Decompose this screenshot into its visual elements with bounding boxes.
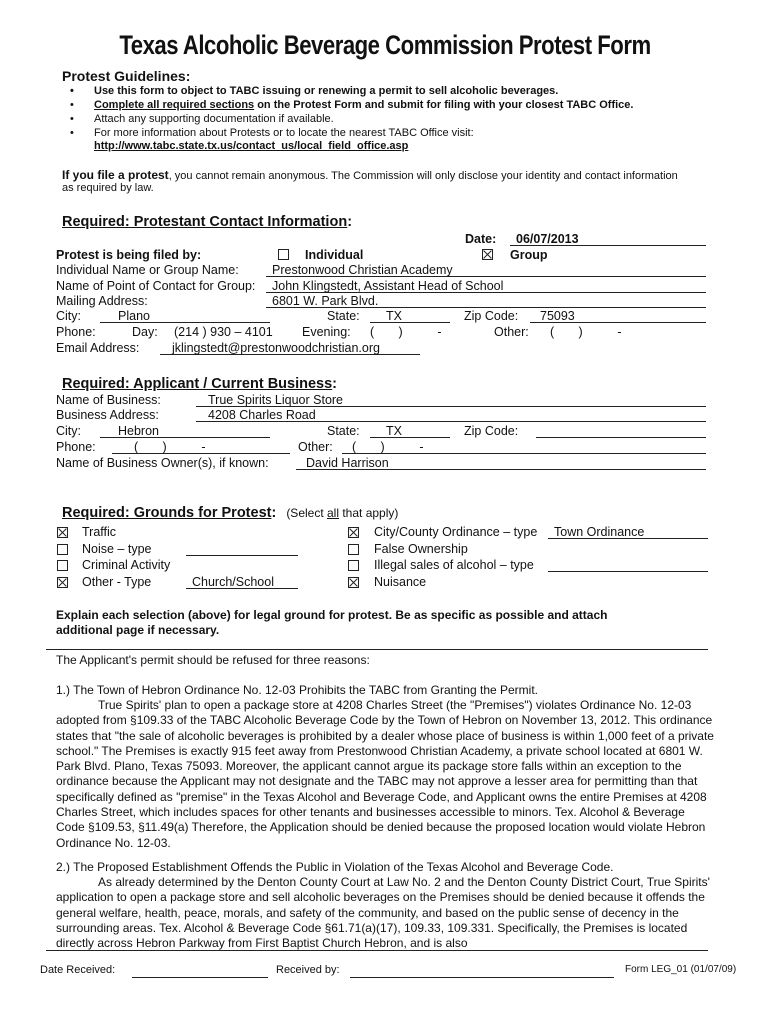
- city-field[interactable]: Plano: [100, 309, 270, 323]
- reason-1-body: True Spirits' plan to open a package store at 4208 Charles Street (the "Premises") violates Ordinance No. 12-03 adopted from §109.33 of the TABC Alcoholic Beverage Code by the Town of Hebron on November 13, 2012. This ordinance states that "the sale of alcoholic beverages is prohibited by a dealer whose place of business is within 1,000 feet of a private school." The Premises is exactly 915 feet away from Prestonwood Christian Academy, a private school located at 6801 W. Park Blvd. Plano, Texas 75093. Moreover, the applicant cannot argue its package store falls within an exception to the ordinance because the Applicant may not designate and the TABC may not approve a lesser area for permitting than that specifically defined as "premise" in the Texas Alcohol and Beverage Code, and Applicant owns the entire Premises at 4208 Charles Street, which includes spaces for other tenants and businesses accessible to minors. Tex. Alcohol & Beverage Code §109.53, §11.49(a) Therefore, the Application should be denied because the proposed location would violate Hebron Ordinance No. 12-03.: [56, 698, 714, 850]
- noise-checkbox[interactable]: [57, 542, 68, 556]
- received-by-field[interactable]: [350, 964, 614, 978]
- illegal-sales-type-field[interactable]: [548, 558, 708, 572]
- noise-label: Noise – type: [82, 542, 152, 556]
- date-received-label: Date Received:: [40, 964, 116, 976]
- business-state-label: State:: [327, 424, 360, 438]
- grounds-section-heading: Required: Grounds for Protest: (Select all that apply): [62, 505, 399, 521]
- criminal-checkbox[interactable]: [57, 558, 68, 572]
- group-checkbox[interactable]: [482, 247, 493, 261]
- other-phone-field[interactable]: ( ) -: [550, 325, 622, 339]
- poc-label: Name of Point of Contact for Group:: [56, 279, 256, 293]
- evening-phone-label: Evening:: [302, 325, 351, 339]
- business-owner-label: Name of Business Owner(s), if known:: [56, 456, 269, 470]
- false-ownership-label: False Ownership: [374, 542, 468, 556]
- business-owner-field[interactable]: David Harrison: [296, 456, 706, 470]
- explain-instructions: Explain each selection (above) for legal ground for protest. Be as specific as possible and attach: [56, 608, 608, 622]
- traffic-label: Traffic: [82, 525, 117, 539]
- date-field[interactable]: 06/07/2013: [510, 232, 706, 246]
- ordinance-checkbox[interactable]: [348, 525, 359, 539]
- nuisance-checkbox[interactable]: [348, 575, 359, 589]
- day-phone-field[interactable]: (214 ) 930 – 4101: [174, 325, 273, 339]
- email-label: Email Address:: [56, 341, 140, 355]
- criminal-label: Criminal Activity: [82, 558, 171, 572]
- date-label: Date:: [465, 232, 497, 246]
- business-zip-field[interactable]: [536, 424, 706, 438]
- state-label: State:: [327, 309, 360, 323]
- city-label: City:: [56, 309, 81, 323]
- group-name-field[interactable]: Prestonwood Christian Academy: [266, 263, 706, 277]
- business-other-field[interactable]: ( ) -: [342, 440, 706, 454]
- phone-label: Phone:: [56, 325, 96, 339]
- business-address-label: Business Address:: [56, 408, 159, 422]
- nuisance-label: Nuisance: [374, 575, 427, 589]
- email-field[interactable]: jklingstedt@prestonwoodchristian.org: [160, 341, 420, 355]
- guideline-item: • Attach any supporting documentation if available.: [70, 112, 633, 126]
- zip-label: Zip Code:: [464, 309, 519, 323]
- explanation-intro: The Applicant's permit should be refused for three reasons:: [56, 653, 370, 667]
- noise-type-field[interactable]: [186, 542, 298, 556]
- mailing-address-label: Mailing Address:: [56, 294, 148, 308]
- business-name-label: Name of Business:: [56, 393, 161, 407]
- mailing-address-field[interactable]: 6801 W. Park Blvd.: [266, 294, 706, 308]
- other-phone-label: Other:: [494, 325, 529, 339]
- explain-instructions-line2: additional page if necessary.: [56, 623, 220, 637]
- reason-1-heading: 1.) The Town of Hebron Ordinance No. 12-03 Prohibits the TABC from Granting the Permit.: [56, 683, 539, 697]
- form-id: Form LEG_01 (01/07/09): [625, 964, 737, 975]
- business-zip-label: Zip Code:: [464, 424, 519, 438]
- business-address-field[interactable]: 4208 Charles Road: [196, 408, 706, 422]
- guideline-item: • Complete all required sections on the Protest Form and submit for filing with your closest TABC Office.: [70, 98, 633, 112]
- filed-by-label: Protest is being filed by:: [56, 248, 202, 262]
- guideline-item: • For more information about Protests or to locate the nearest TABC Office visit:: [70, 126, 633, 140]
- business-city-label: City:: [56, 424, 81, 438]
- illegal-sales-label: Illegal sales of alcohol – type: [374, 558, 534, 572]
- anonymity-notice: If you file a protest, you cannot remain anonymous. The Commission will only disclose your identity and contact information: [62, 168, 678, 182]
- date-received-field[interactable]: [132, 964, 268, 978]
- business-city-field[interactable]: Hebron: [100, 424, 270, 438]
- contact-section-heading: Required: Protestant Contact Information:: [62, 214, 353, 230]
- individual-checkbox[interactable]: [278, 247, 289, 261]
- tabc-office-link[interactable]: http://www.tabc.state.tx.us/contact_us/local_field_office.asp: [94, 140, 409, 152]
- business-name-field[interactable]: True Spirits Liquor Store: [196, 393, 706, 407]
- traffic-checkbox[interactable]: [57, 525, 68, 539]
- false-ownership-checkbox[interactable]: [348, 542, 359, 556]
- evening-phone-field[interactable]: ( ) -: [370, 325, 442, 339]
- applicant-section-heading: Required: Applicant / Current Business:: [62, 376, 338, 392]
- business-phone-label: Phone:: [56, 440, 96, 454]
- group-name-label: Individual Name or Group Name:: [56, 263, 239, 277]
- guidelines-heading: Protest Guidelines:: [62, 68, 191, 84]
- ordinance-label: City/County Ordinance – type: [374, 525, 538, 539]
- guideline-item: • Use this form to object to TABC issuing or renewing a permit to sell alcoholic beverages.: [70, 84, 633, 98]
- received-by-label: Received by:: [276, 964, 340, 976]
- state-field[interactable]: TX: [370, 309, 450, 323]
- explanation-divider: [46, 649, 708, 650]
- business-other-label: Other:: [298, 440, 333, 454]
- business-phone-field[interactable]: ( ) -: [112, 440, 290, 454]
- reason-2-body: As already determined by the Denton County Court at Law No. 2 and the Denton County District Court, True Spirits' application to open a package store and sell alcoholic beverages on the Premises should be denied because it offends the general welfare, health, peace, morals, and safety of the community, and based on the public sense of decency in the surrounding areas. Tex. Alcohol & Beverage Code §61.71(a)(17), 109.33, 109.331. Specifically, the Premises is located directly across Hebron Parkway from First Baptist Church Hebron, and is also: [56, 875, 710, 951]
- other-type-checkbox[interactable]: [57, 575, 68, 589]
- form-title: Texas Alcoholic Beverage Commission Protest Form: [119, 30, 651, 60]
- guidelines-list: [70, 84, 633, 140]
- poc-field[interactable]: John Klingstedt, Assistant Head of School: [266, 279, 706, 293]
- other-type-label: Other - Type: [82, 575, 152, 589]
- business-state-field[interactable]: TX: [370, 424, 450, 438]
- reason-2-heading: 2.) The Proposed Establishment Offends the Public in Violation of the Texas Alcohol and Beverage Code.: [56, 860, 614, 874]
- zip-field[interactable]: 75093: [530, 309, 706, 323]
- group-label: Group: [510, 248, 548, 262]
- individual-label: Individual: [305, 248, 364, 262]
- ordinance-type-field[interactable]: Town Ordinance: [548, 525, 708, 539]
- other-type-field[interactable]: Church/School: [186, 575, 298, 589]
- day-phone-label: Day:: [132, 325, 158, 339]
- illegal-sales-checkbox[interactable]: [348, 558, 359, 572]
- explanation-bottom-divider: [46, 950, 708, 951]
- anonymity-notice-line2: as required by law.: [62, 182, 154, 194]
